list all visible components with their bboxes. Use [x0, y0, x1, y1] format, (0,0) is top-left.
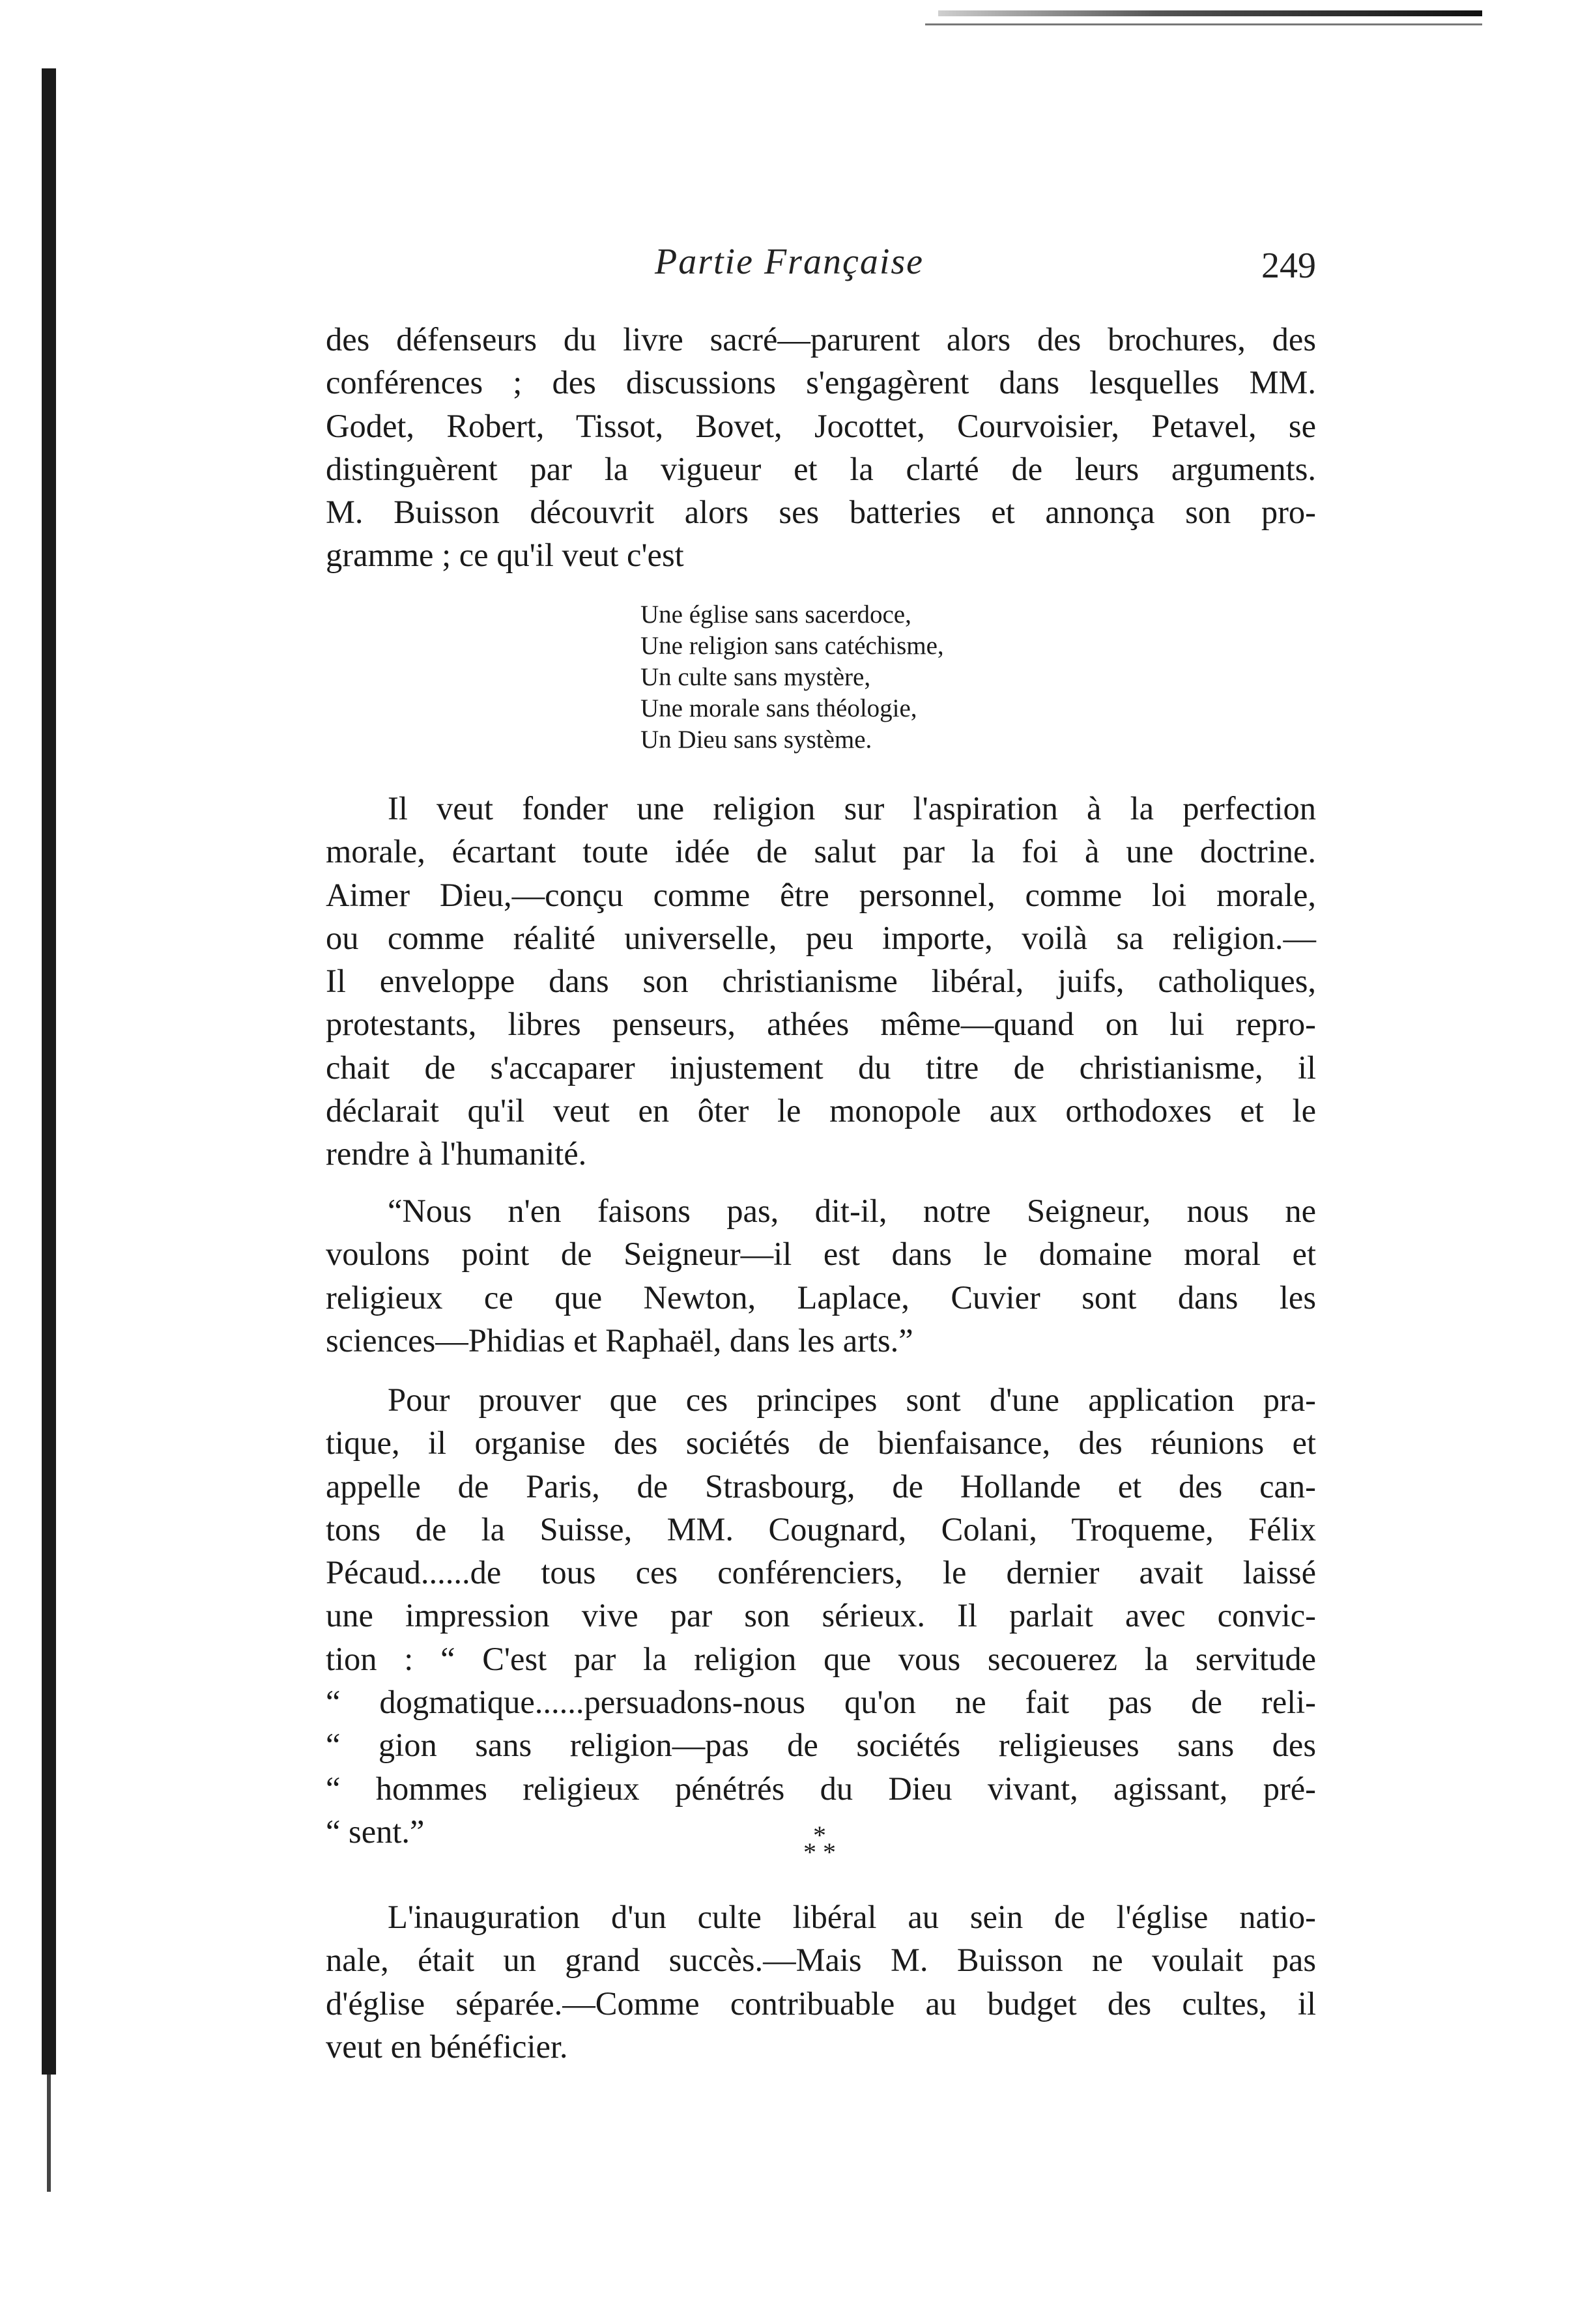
paragraph-inauguration — [326, 1895, 1316, 2068]
scan-border-top-thin — [925, 23, 1482, 25]
verse-line: Une église sans sacerdoce, — [640, 601, 911, 629]
text-line: des défenseurs du livre sacré—parurent alors des brochures, des — [326, 321, 1316, 358]
scan-border-left-lower — [47, 2075, 51, 2192]
verse-line: Une morale sans théologie, — [640, 694, 917, 722]
text-line: ou comme réalité universelle, peu importe, voilà sa religion.— — [326, 919, 1316, 956]
text-line: protestants, libres penseurs, athées même—quand on lui repro- — [326, 1006, 1316, 1043]
text-line: “ gion sans religion—pas de sociétés religieuses sans des — [326, 1727, 1316, 1764]
page-number: 249 — [1261, 246, 1316, 286]
text-line: “ dogmatique......persuadons-nous qu'on ne fait pas de reli- — [326, 1684, 1316, 1721]
text-line: conférences ; des discussions s'engagèrent dans lesquelles MM. — [326, 364, 1316, 401]
text-line: sciences—Phidias et Raphaël, dans les arts.” — [326, 1322, 913, 1359]
text-line: “ hommes religieux pénétrés du Dieu vivant, agissant, pré- — [326, 1770, 1316, 1807]
text-line: appelle de Paris, de Strasbourg, de Hollande et des can- — [326, 1467, 1316, 1505]
text-line: morale, écartant toute idée de salut par la foi à une doctrine. — [326, 833, 1316, 870]
text-line: tons de la Suisse, MM. Cougnard, Colani, Troqueme, Félix — [326, 1510, 1316, 1548]
text-line: gramme ; ce qu'il veut c'est — [326, 537, 684, 574]
text-line: rendre à l'humanité. — [326, 1135, 587, 1172]
text-line: Il veut fonder une religion sur l'aspiration à la perfection — [388, 790, 1316, 827]
text-line: veut en bénéficier. — [326, 2028, 568, 2065]
paragraph-religion — [326, 787, 1316, 1176]
text-line: Godet, Robert, Tissot, Bovet, Jocottet, Courvoisier, Petavel, se — [326, 407, 1316, 444]
text-line: tique, il organise des sociétés de bienfaisance, des réunions et — [326, 1424, 1316, 1462]
verse-line: Un Dieu sans système. — [640, 726, 872, 754]
intro-paragraph — [326, 318, 1316, 577]
text-line: “ sent.” — [326, 1813, 425, 1850]
verse-line: Une religion sans catéchisme, — [640, 632, 944, 660]
running-title: Partie Française — [655, 242, 924, 282]
text-line: Pécaud......de tous ces conférenciers, le dernier avait laissé — [326, 1554, 1316, 1591]
verse-line: Un culte sans mystère, — [640, 663, 871, 691]
text-line: Aimer Dieu,—conçu comme être personnel, comme loi morale, — [326, 876, 1316, 913]
text-line: une impression vive par son sérieux. Il parlait avec convic- — [326, 1597, 1316, 1634]
text-line: L'inauguration d'un culte libéral au sein de l'église natio- — [388, 1899, 1316, 1935]
scan-border-top — [938, 10, 1482, 16]
scan-border-left — [42, 68, 56, 2075]
text-line: déclarait qu'il veut en ôter le monopole aux orthodoxes et le — [326, 1092, 1316, 1129]
section-asterism: * * * — [803, 1821, 836, 1867]
text-line: distinguèrent par la vigueur et la clarté de leurs arguments. — [326, 450, 1316, 487]
text-line: voulons point de Seigneur—il est dans le domaine moral et — [326, 1236, 1316, 1273]
text-line: tion : “ C'est par la religion que vous secouerez la servitude — [326, 1640, 1316, 1677]
text-line: chait de s'accaparer injustement du titre de christianisme, il — [326, 1049, 1316, 1086]
quoted-verse — [640, 599, 1292, 756]
text-line: Pour prouver que ces principes sont d'une application pra- — [388, 1382, 1316, 1418]
page-header — [326, 241, 1316, 293]
text-line: “Nous n'en faisons pas, dit-il, notre Seigneur, nous ne — [388, 1193, 1316, 1229]
text-line: Il enveloppe dans son christianisme libéral, juifs, catholiques, — [326, 963, 1316, 1000]
paragraph-principles — [326, 1378, 1316, 1853]
text-line: religieux ce que Newton, Laplace, Cuvier sont dans les — [326, 1279, 1316, 1316]
text-line: M. Buisson découvrit alors ses batteries et annonça son pro- — [326, 494, 1316, 531]
text-line: d'église séparée.—Comme contribuable au budget des cultes, il — [326, 1985, 1316, 2022]
paragraph-quote — [326, 1189, 1316, 1362]
text-line: nale, était un grand succès.—Mais M. Buisson ne voulait pas — [326, 1942, 1316, 1979]
